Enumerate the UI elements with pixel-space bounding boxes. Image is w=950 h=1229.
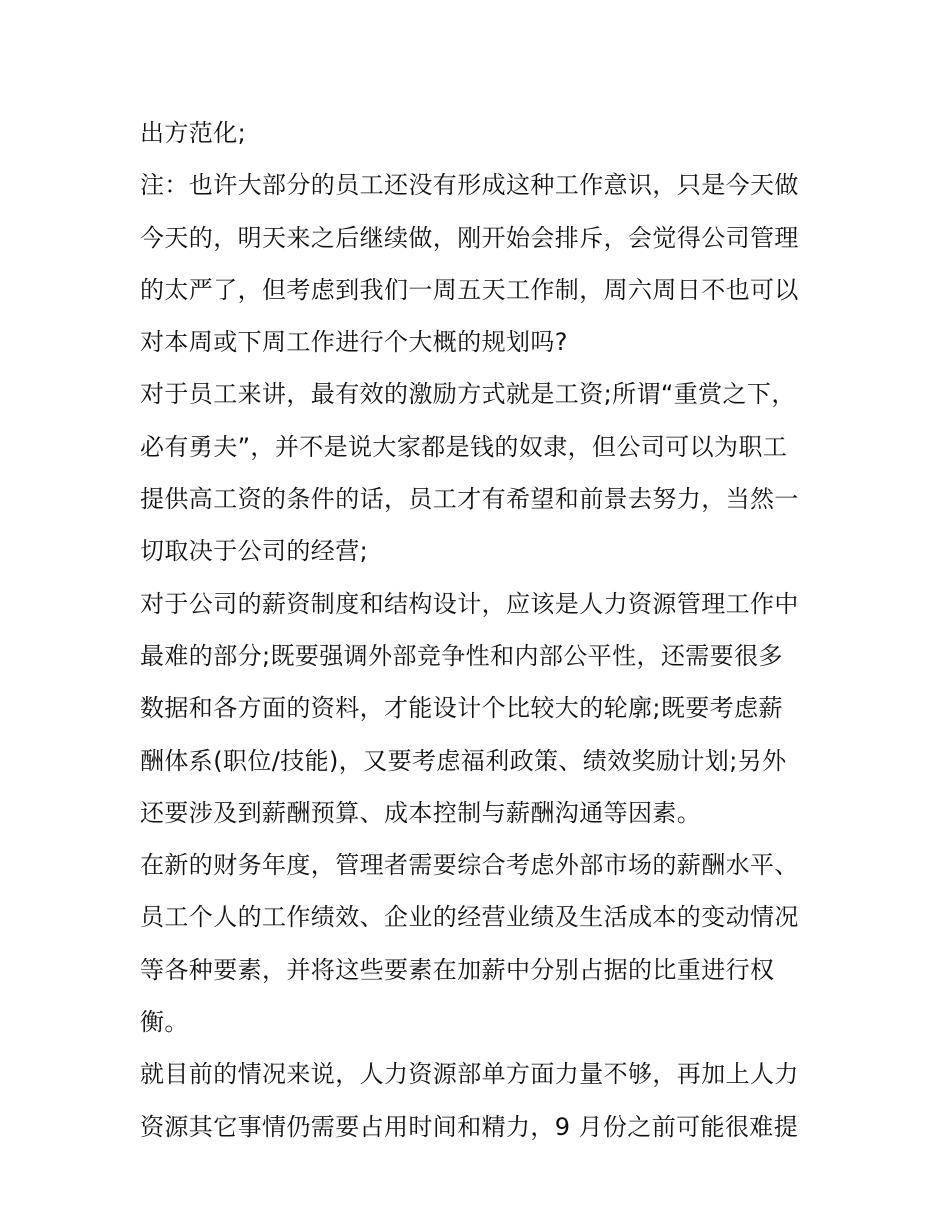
text-line: 出方范化;	[140, 119, 247, 147]
text-line: 今天的，明天来之后继续做，刚开始会排斥，会觉得公司管理	[140, 223, 799, 252]
text-line: 资源其它事情仍需要占用时间和精力，9 月份之前可能很难提	[140, 1112, 799, 1141]
text-line: 等各种要素，并将这些要素在加薪中分别占据的比重进行权	[140, 955, 775, 984]
text-line: 员工个人的工作绩效、企业的经营业绩及生活成本的变动情况	[140, 903, 799, 932]
text-line: 衡。	[140, 1008, 189, 1037]
text-line: 必有勇夫”，并不是说大家都是钱的奴隶，但公司可以为职工	[140, 432, 788, 461]
text-line: 的太严了，但考虑到我们一周五天工作制，周六周日不也可以	[140, 275, 799, 304]
text-line: 在新的财务年度，管理者需要综合考虑外部市场的薪酬水平、	[140, 851, 799, 880]
text-line: 对于员工来讲，最有效的激励方式就是工资;所谓“重赏之下，	[140, 380, 796, 409]
text-line: 对于公司的薪资制度和结构设计，应该是人力资源管理工作中	[140, 589, 799, 618]
document-page	[140, 107, 820, 1153]
text-line: 对本周或下周工作进行个大概的规划吗?	[140, 328, 568, 357]
text-line: 注：也许大部分的员工还没有形成这种工作意识，只是今天做	[140, 171, 799, 200]
text-line: 数据和各方面的资料，才能设计个比较大的轮廓;既要考虑薪	[140, 694, 783, 723]
text-line: 还要涉及到薪酬预算、成本控制与薪酬沟通等因素。	[140, 798, 702, 827]
text-line: 就目前的情况来说，人力资源部单方面力量不够，再加上人力	[140, 1060, 799, 1089]
text-line: 最难的部分;既要强调外部竞争性和内部公平性，还需要很多	[140, 641, 783, 670]
text-line: 酬体系(职位/技能)，又要考虑福利政策、绩效奖励计划;另外	[140, 746, 787, 775]
text-line: 切取决于公司的经营;	[140, 537, 369, 566]
text-line: 提供高工资的条件的话，员工才有希望和前景去努力，当然一	[140, 485, 799, 514]
